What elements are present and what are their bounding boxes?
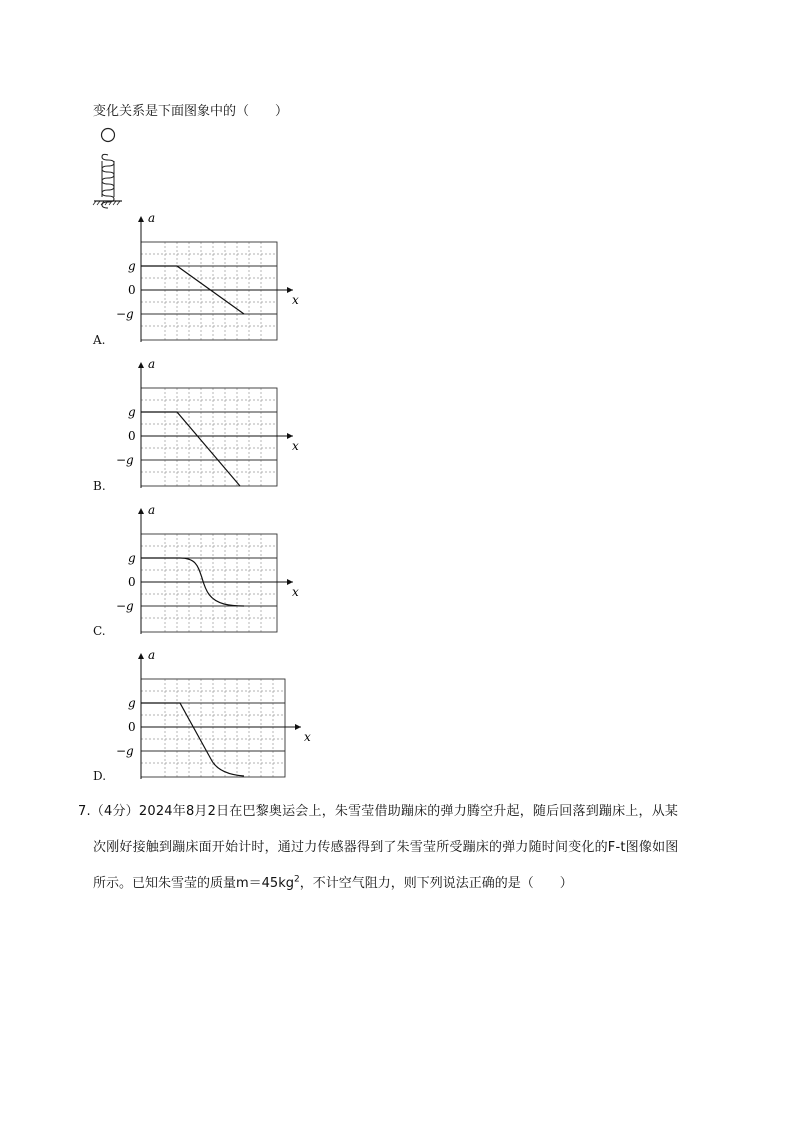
x-axis-label: x — [292, 439, 299, 453]
y-axis-label: a — [148, 357, 156, 371]
grid-solid — [141, 242, 277, 340]
x-axis-label: x — [292, 585, 299, 599]
option-a-label: A. — [93, 333, 106, 347]
y-axis-label: a — [148, 211, 156, 225]
y-axis-label: a — [148, 648, 156, 662]
y-arrow — [138, 508, 144, 514]
question-intro: 变化关系是下面图象中的（ ） — [93, 104, 289, 119]
tick-neg-g: −g — [116, 453, 134, 467]
tick-zero: 0 — [128, 283, 136, 297]
question-7-line-1: 7.（4分）2024年8月2日在巴黎奥运会上，朱雪莹借助蹦床的弹力腾空升起，随后回落到蹦床上，从某 — [78, 804, 679, 819]
ball — [102, 129, 115, 142]
question-7-line-3-a: 所示。已知朱雪莹的质量m＝45kg — [93, 876, 294, 891]
graph-c — [110, 504, 310, 639]
y-axis-label: a — [148, 503, 156, 517]
spring-coil — [102, 154, 114, 208]
question-7-line-3-b: ，不计空气阻力，则下列说法正确的是（ ） — [299, 876, 573, 891]
graph-b — [110, 358, 310, 493]
tick-zero: 0 — [128, 720, 136, 734]
superscript: 2 — [294, 874, 300, 885]
x-axis-label: x — [304, 730, 311, 744]
grid — [141, 388, 277, 486]
graph-d — [118, 649, 318, 784]
question-7-line-2: 次刚好接触到蹦床面开始计时，通过力传感器得到了朱雪莹所受蹦床的弹力随时间变化的F-t图像如图 — [93, 840, 679, 855]
option-c-label: C. — [93, 624, 106, 638]
curve-d — [141, 703, 244, 776]
tick-g: g — [128, 551, 136, 565]
tick-g: g — [128, 405, 136, 419]
grid — [141, 534, 277, 632]
y-arrow — [138, 216, 144, 222]
ball-on-spring-figure — [92, 125, 128, 210]
x-axis-label: x — [292, 293, 299, 307]
x-arrow — [295, 724, 301, 730]
grid-solid — [141, 388, 277, 486]
y-arrow — [138, 653, 144, 659]
option-d-label: D. — [93, 769, 107, 783]
grid — [141, 242, 277, 340]
tick-g: g — [128, 696, 136, 710]
y-arrow — [138, 362, 144, 368]
grid-solid — [141, 534, 277, 632]
tick-zero: 0 — [128, 575, 136, 589]
option-b-label: B. — [93, 479, 106, 493]
tick-g: g — [128, 259, 136, 273]
question-7-line-3 — [93, 872, 573, 891]
tick-neg-g: −g — [116, 307, 134, 321]
graph-a — [110, 212, 310, 347]
tick-zero: 0 — [128, 429, 136, 443]
tick-neg-g: −g — [116, 599, 134, 613]
tick-neg-g: −g — [116, 744, 134, 758]
